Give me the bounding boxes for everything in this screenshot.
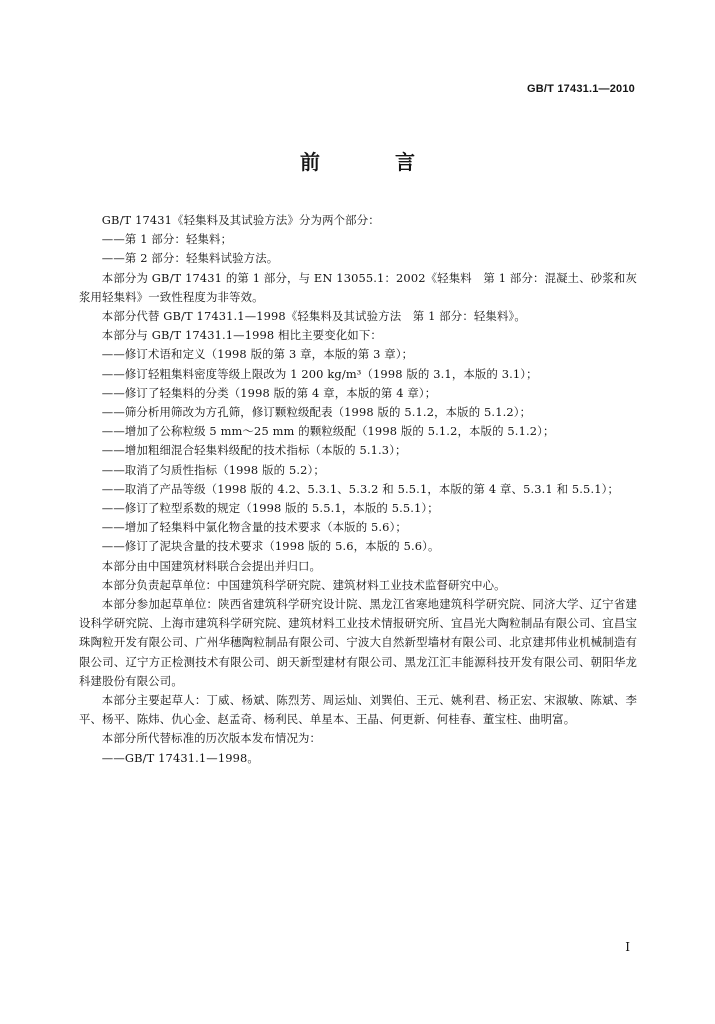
paragraph: 本部分所代替标准的历次版本发布情况为： — [101, 731, 322, 746]
list-item: ——修订轻粗集料密度等级上限改为 1 200 kg/m³（1998 版的 3.1，本版的 3.1）； — [101, 366, 538, 381]
list-item: ——修订了粒型系数的规定（1998 版的 5.5.1，本版的 5.5.1）； — [101, 501, 439, 516]
list-item: ——第 2 部分：轻集料试验方法。 — [101, 251, 279, 266]
list-item: ——修订了泥块含量的技术要求（1998 版的 5.6，本版的 5.6）。 — [101, 539, 440, 554]
paragraph: 本部分主要起草人：丁威、杨斌、陈烈芳、周运灿、刘巽伯、王元、姚利君、杨正宏、宋淑敏、陈斌、李平、杨平、陈炜、仇心金、赵孟奇、杨利民、单星本、王晶、何更新、何桂春、董宝柱、曲明富。 — [79, 693, 637, 727]
list-item: ——第 1 部分：轻集料； — [101, 232, 233, 247]
list-item: ——筛分析用筛改为方孔筛，修订颗粒级配表（1998 版的 5.1.2，本版的 5.1.2）； — [101, 405, 532, 420]
list-item: ——修订了轻集料的分类（1998 版的第 4 章，本版的第 4 章）； — [101, 385, 437, 400]
foreword-body — [79, 211, 637, 768]
paragraph: 本部分为 GB/T 17431 的第 1 部分，与 EN 13055.1：2002《轻集料 第 1 部分：混凝土、砂浆和灰浆用轻集料》一致性程度为非等效。 — [79, 270, 637, 304]
standard-code-header: GB/T 17431.1—2010 — [527, 83, 635, 95]
list-item: ——GB/T 17431.1—1998。 — [101, 750, 259, 765]
list-item: ——增加了轻集料中氯化物含量的技术要求（本版的 5.6）； — [101, 520, 407, 535]
page-number: I — [625, 940, 630, 954]
list-item: ——增加粗细混合轻集料级配的技术指标（本版的 5.1.3）； — [101, 443, 407, 458]
paragraph: 本部分代替 GB/T 17431.1—1998《轻集料及其试验方法 第 1 部分：轻集料》。 — [101, 309, 526, 324]
page-title: 前 言 — [300, 150, 449, 174]
paragraph: GB/T 17431《轻集料及其试验方法》分为两个部分： — [101, 213, 380, 227]
list-item: ——取消了匀质性指标（1998 版的 5.2）； — [101, 462, 325, 477]
paragraph: 本部分由中国建筑材料联合会提出并归口。 — [101, 558, 322, 573]
paragraph: 本部分负责起草单位：中国建筑科学研究院、建筑材料工业技术监督研究中心。 — [101, 577, 506, 592]
list-item: ——取消了产品等级（1998 版的 4.2、5.3.1、5.3.2 和 5.5.1，本版的第 4 章、5.3.1 和 5.5.1）； — [101, 481, 619, 496]
paragraph: 本部分参加起草单位：陕西省建筑科学研究设计院、黑龙江省寒地建筑科学研究院、同济大学、辽宁省建设科学研究院、上海市建筑科学研究院、建筑材料工业技术情报研究所、宜昌光大陶粒制品有限公司、宜昌宝珠陶粒开发有限公司、广州华穗陶粒制品有限公司、宁波大自然新型墙材有限公司、北京建邦伟业机械制造有限公司、辽宁方正检测技术有限公司、朗天新型建材有限公司、黑龙江汇丰能源科技开发有限公司、朝阳华龙科建股份有限公司。 — [79, 597, 637, 688]
list-item: ——修订术语和定义（1998 版的第 3 章，本版的第 3 章）； — [101, 347, 414, 362]
paragraph: 本部分与 GB/T 17431.1—1998 相比主要变化如下： — [101, 328, 382, 343]
list-item: ——增加了公称粒级 5 mm～25 mm 的颗粒级配（1998 版的 5.1.2，本版的 5.1.2）； — [101, 424, 555, 439]
